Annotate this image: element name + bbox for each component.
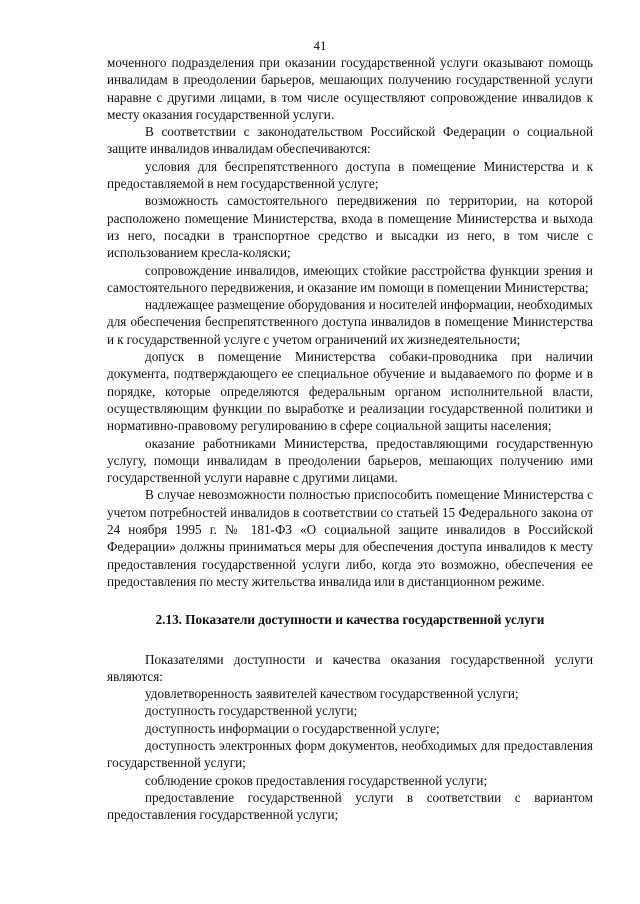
list-item: надлежащее размещение оборудования и носителей информации, необходимых для обеспечения беспрепятственного доступа инвалидов в помещение Министерства и к государственной услуге с учетом ограничений их жизнедеятельности; (107, 297, 593, 347)
list-item: возможность самостоятельного передвижения по территории, на которой расположено помещение Министерства, входа в помещение Министерства и выхода из него, посадки в транспортное средство и высадки из него, в том числе с использованием кресла-коляски; (107, 193, 593, 261)
document-body (107, 54, 593, 823)
paragraph-legal-basis: В соответствии с законодательством Российской Федерации о социальной защите инвалидов инвалидам обеспечиваются: (107, 124, 593, 157)
list-item: сопровождение инвалидов, имеющих стойкие расстройства функции зрения и самостоятельного передвижения, и оказание им помощи в помещении Министерства; (107, 262, 593, 295)
list-item: доступность электронных форм документов, необходимых для предоставления государственной услуги; (107, 737, 593, 771)
paragraph-indicators-intro: Показателями доступности и качества оказания государственной услуги являются: (107, 651, 593, 684)
list-item: удовлетворенность заявителей качеством государственной услуги; (145, 686, 519, 702)
paragraph-continuation: моченного подразделения при оказании государственной услуги оказывают помощь инвалидам в преодолении барьеров, мешающих получению государственной услуги наравне с другими лицами, в том числе осуществляют сопровождение инвалидов к месту оказания государственной услуги. (107, 55, 593, 122)
list-item: условия для беспрепятственного доступа в помещение Министерства и к предоставляемой в нем государственной услуге; (107, 158, 593, 192)
page-number: 41 (313, 38, 327, 53)
list-item: предоставление государственной услуги в соответствии с вариантом предоставления государственной услуги; (107, 789, 593, 823)
list-item: соблюдение сроков предоставления государственной услуги; (145, 772, 488, 788)
list-item: допуск в помещение Министерства собаки-проводника при наличии документа, подтверждающего ее специальное обучение и выдаваемого по форме и в порядке, которые определяются федеральным органом исполнительной власти, осуществляющим функции по выработке и реализации государственной политики и нормативно-правовому регулированию в сфере социальной защиты населения; (107, 349, 593, 434)
list-item: доступность государственной услуги; (145, 703, 358, 719)
paragraph-adaptation: В случае невозможности полностью приспособить помещение Министерства с учетом потребностей инвалидов в соответствии со статьей 15 Федерального закона от 24 ноября 1995 г. № 181-ФЗ «О социальной защите инвалидов в Российской Федерации» должны приниматься меры для обеспечения доступа инвалидов к месту предоставления государственной услуги либо, когда это возможно, обеспечения ее предоставления по месту жительства инвалида или в дистанционном режиме. (107, 487, 593, 589)
list-item: оказание работниками Министерства, предоставляющими государственную услугу, помощи инвалидам в преодолении барьеров, мешающих получению ими государственной услуги наравне с другими лицами. (107, 435, 593, 486)
list-item: доступность информации о государственной услуге; (145, 720, 440, 736)
section-heading: 2.13. Показатели доступности и качества государственной услуги (155, 612, 545, 628)
